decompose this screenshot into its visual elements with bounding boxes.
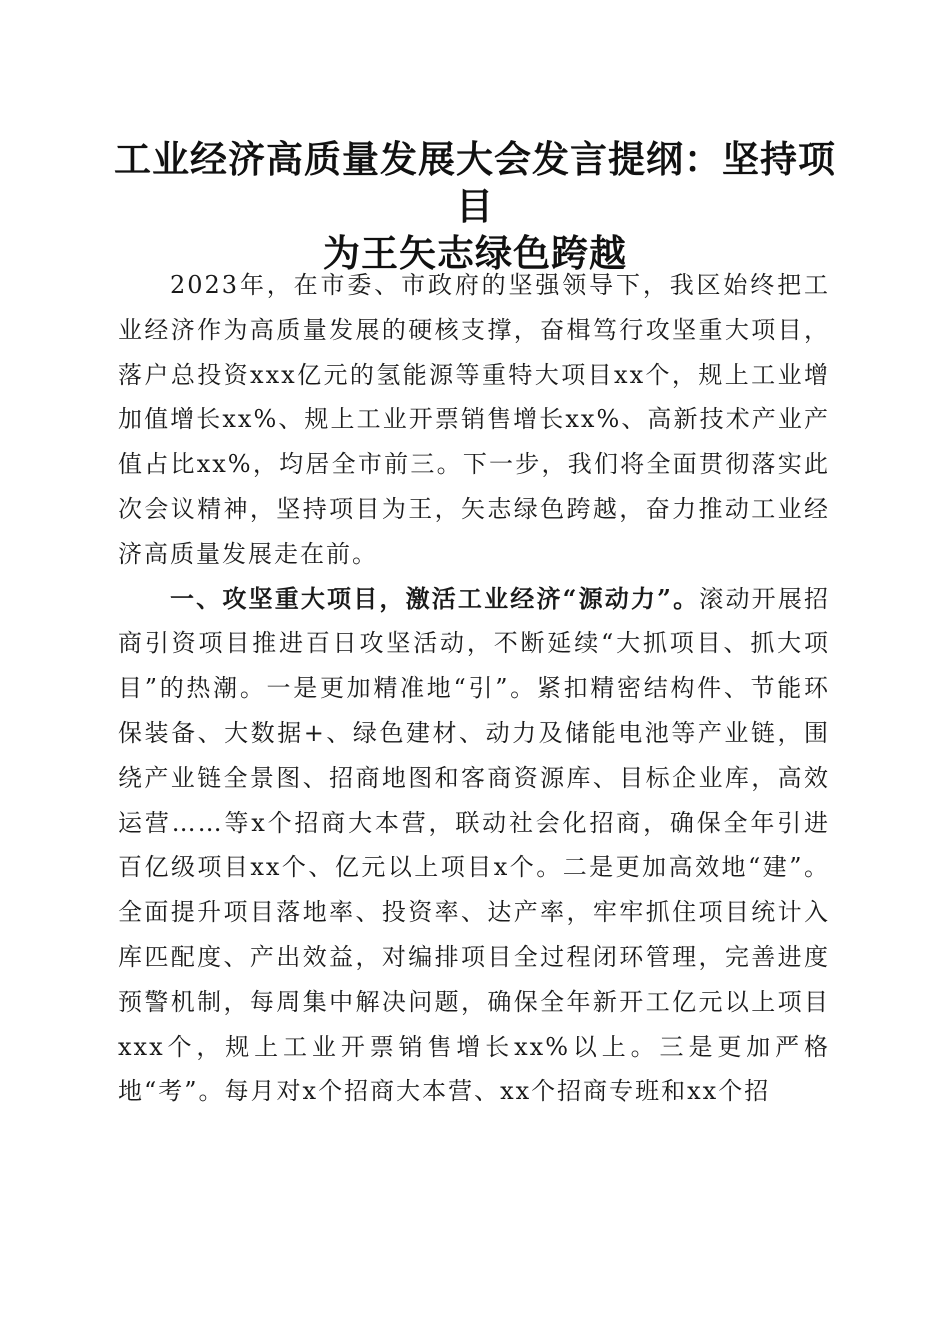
document-body	[118, 263, 830, 1114]
title-line-1: 工业经济高质量发展大会发言提纲：坚持项目	[114, 137, 836, 228]
title-line-2: 为王矢志绿色跨越	[323, 231, 627, 275]
intro-paragraph: 2023年，在市委、市政府的坚强领导下，我区始终把工业经济作为高质量发展的硬核支撑，奋楫笃行攻坚重大项目，落户总投资xxx亿元的氢能源等重特大项目xx个，规上工业增加值增长xx%、规上工业开票销售增长xx%、高新技术产业产值占比xx%，均居全市前三。下一步，我们将全面贯彻落实此次会议精神，坚持项目为王，矢志绿色跨越，奋力推动工业经济高质量发展走在前。	[118, 271, 830, 568]
document-title	[100, 136, 850, 277]
section-1-heading: 一、攻坚重大项目，激活工业经济“源动力”。	[170, 583, 700, 613]
section-1-body: 滚动开展招商引资项目推进百日攻坚活动，不断延续“大抓项目、抓大项目”的热潮。一是更加精准地“引”。紧扣精密结构件、节能环保装备、大数据+、绿色建材、动力及储能电池等产业链，围绕产业链全景图、招商地图和客商资源库、目标企业库，高效运营……等x个招商大本营，联动社会化招商，确保全年引进百亿级项目xx个、亿元以上项目x个。二是更加高效地“建”。全面提升项目落地率、投资率、达产率，牢牢抓住项目统计入库匹配度、产出效益，对编排项目全过程闭环管理，完善进度预警机制，每周集中解决问题，确保全年新开工亿元以上项目xxx个，规上工业开票销售增长xx%以上。三是更加严格地“考”。每月对x个招商大本营、xx个招商专班和xx个招	[118, 584, 830, 1106]
section-1-paragraph	[118, 577, 830, 1115]
